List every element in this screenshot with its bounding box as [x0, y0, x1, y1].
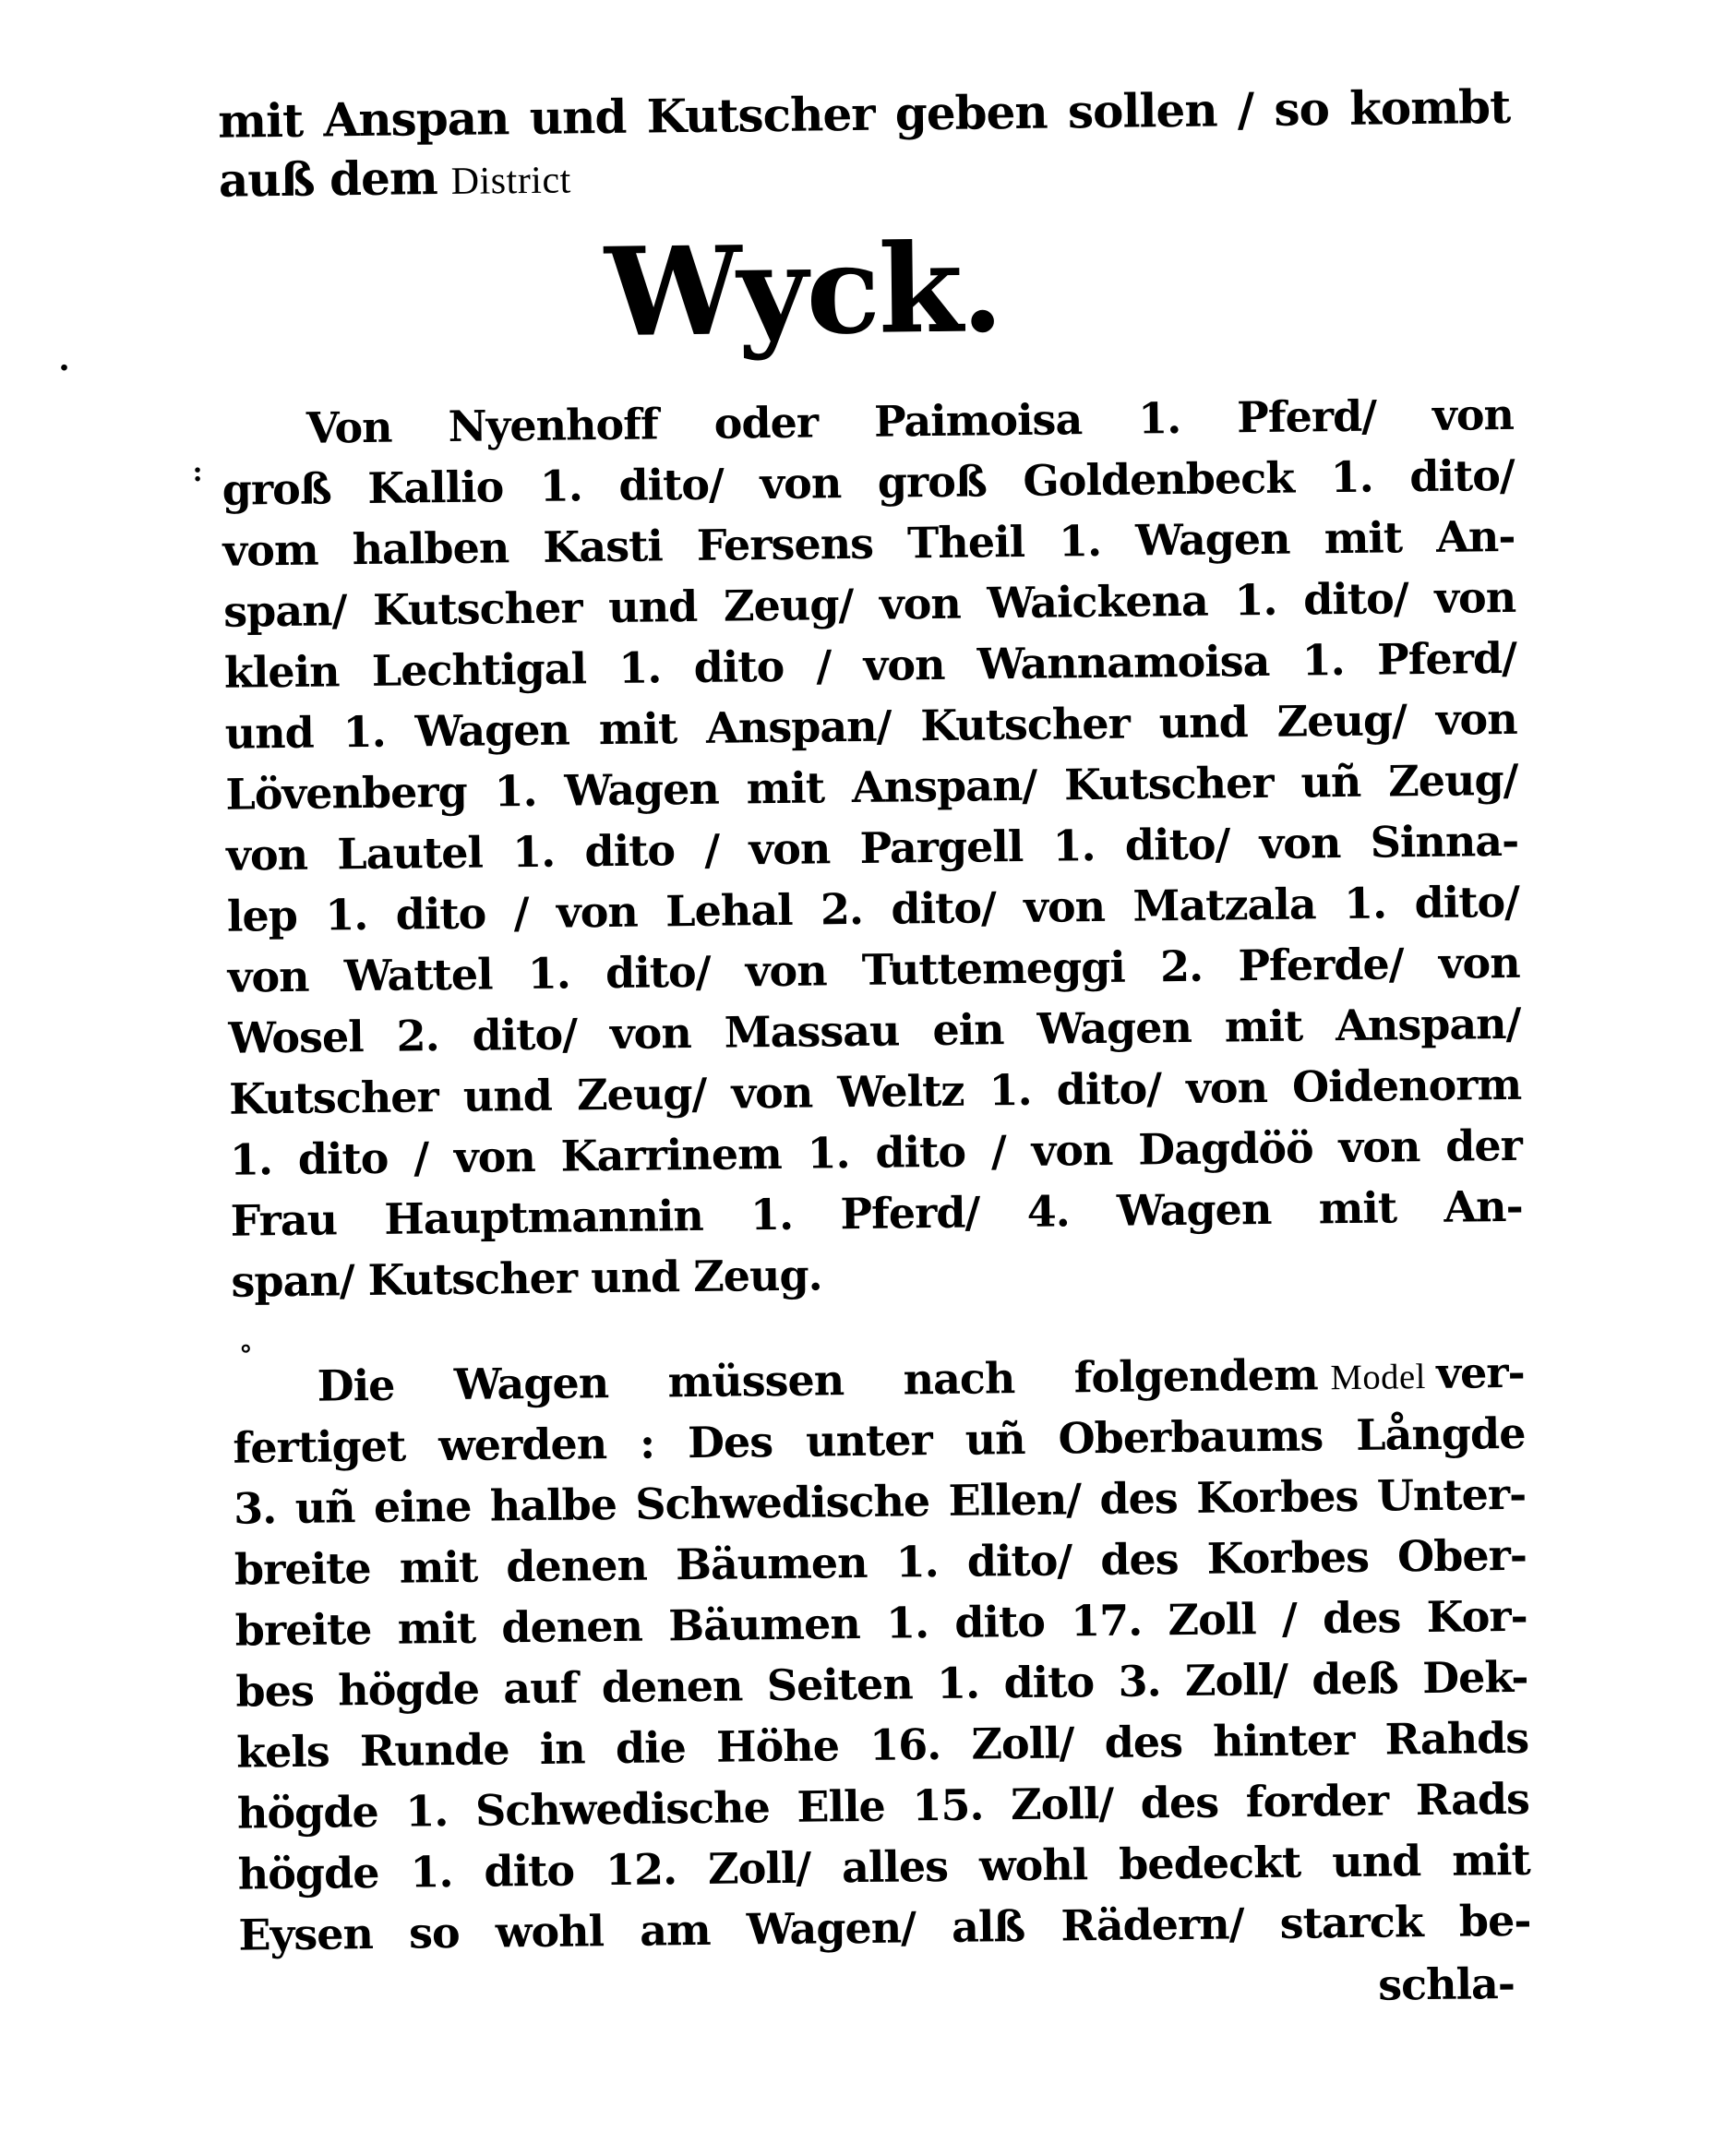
text-line: fertiget werden : Des unter uñ Oberbaums Långde	[233, 1407, 1526, 1473]
header-line-2	[219, 137, 1512, 214]
text-line: vom halben Kasti Fersens Theil 1. Wagen mit An-	[222, 510, 1515, 576]
paragraph-2-line-1-blackletter: Die Wagen müssen nach folgendem	[317, 1349, 1318, 1411]
text-line: span/ Kutscher und Zeug.	[231, 1250, 822, 1307]
section-title-block	[157, 215, 1451, 368]
text-line: Frau Hauptmannin 1. Pferd/ 4. Wagen mit An-	[230, 1180, 1523, 1246]
header-line-1: mit Anspan und Kutscher geben sollen / so kombt	[217, 78, 1511, 149]
text-line: groß Kallio 1. dito/ von groß Goldenbeck 1. dito/	[222, 449, 1515, 515]
catchword: schla-	[1377, 1958, 1515, 2010]
text-line: von Wattel 1. dito/ von Tuttemeggi 2. Pferde/ von	[227, 937, 1520, 1002]
header-line-2-antiqua: District	[450, 159, 572, 203]
text-line: högde 1. Schwedische Elle 15. Zoll/ des forder Rads	[236, 1773, 1530, 1839]
paragraph-1	[222, 384, 1524, 1312]
text-line: span/ Kutscher und Zeug/ von Waickena 1. dito/ von	[222, 571, 1516, 637]
text-line: breite mit denen Bäumen 1. dito 17. Zoll / des Kor-	[234, 1590, 1527, 1656]
text-line: bes högde auf denen Seiten 1. dito 3. Zoll/ deß Dek-	[235, 1651, 1528, 1717]
header-line-2-blackletter: auß dem	[218, 150, 438, 208]
text-line: und 1. Wagen mit Anspan/ Kutscher und Zeug/ von	[224, 693, 1517, 759]
text-line: 1. dito / von Karrinem 1. dito / von Dagdöö von der	[229, 1120, 1523, 1185]
text-line: lep 1. dito / von Lehal 2. dito/ von Matzala 1. dito/	[226, 876, 1520, 941]
text-line: Lövenberg 1. Wagen mit Anspan/ Kutscher uñ Zeug/	[225, 754, 1518, 820]
paragraph-2	[232, 1342, 1530, 1966]
ink-speck: °	[239, 1339, 253, 1371]
ink-speck: ·	[57, 348, 71, 388]
text-line: högde 1. dito 12. Zoll/ alles wohl bedeckt und mit	[237, 1834, 1530, 1899]
text-line: Kutscher und Zeug/ von Weltz 1. dito/ von Oidenorm	[228, 1059, 1522, 1124]
text-line: Von Nyenhoff oder Paimoisa 1. Pferd/ von	[305, 389, 1515, 453]
text-line: kels Runde in die Höhe 16. Zoll/ des hinter Rahds	[235, 1712, 1529, 1778]
section-title: Wyck.	[604, 217, 1003, 365]
text-line: klein Lechtigal 1. dito / von Wannamoisa 1. Pferd/	[223, 632, 1517, 698]
ink-speck: :	[192, 455, 203, 489]
paragraph-2-line-1-antiqua: Model	[1330, 1358, 1427, 1398]
text-line: breite mit denen Bäumen 1. dito/ des Korbes Ober-	[234, 1529, 1527, 1595]
text-line: Wosel 2. dito/ von Massau ein Wagen mit Anspan/	[228, 998, 1521, 1063]
text-line: von Lautel 1. dito / von Pargell 1. dito/ von Sinna-	[225, 815, 1519, 880]
paragraph-2-line-1-blackletter-end: ver-	[1436, 1347, 1525, 1398]
page-header	[218, 78, 1511, 214]
text-line: Eysen so wohl am Wagen/ alß Rädern/ starck be-	[238, 1895, 1531, 1960]
text-line: 3. uñ eine halbe Schwedische Ellen/ des Korbes Unter-	[233, 1468, 1527, 1534]
